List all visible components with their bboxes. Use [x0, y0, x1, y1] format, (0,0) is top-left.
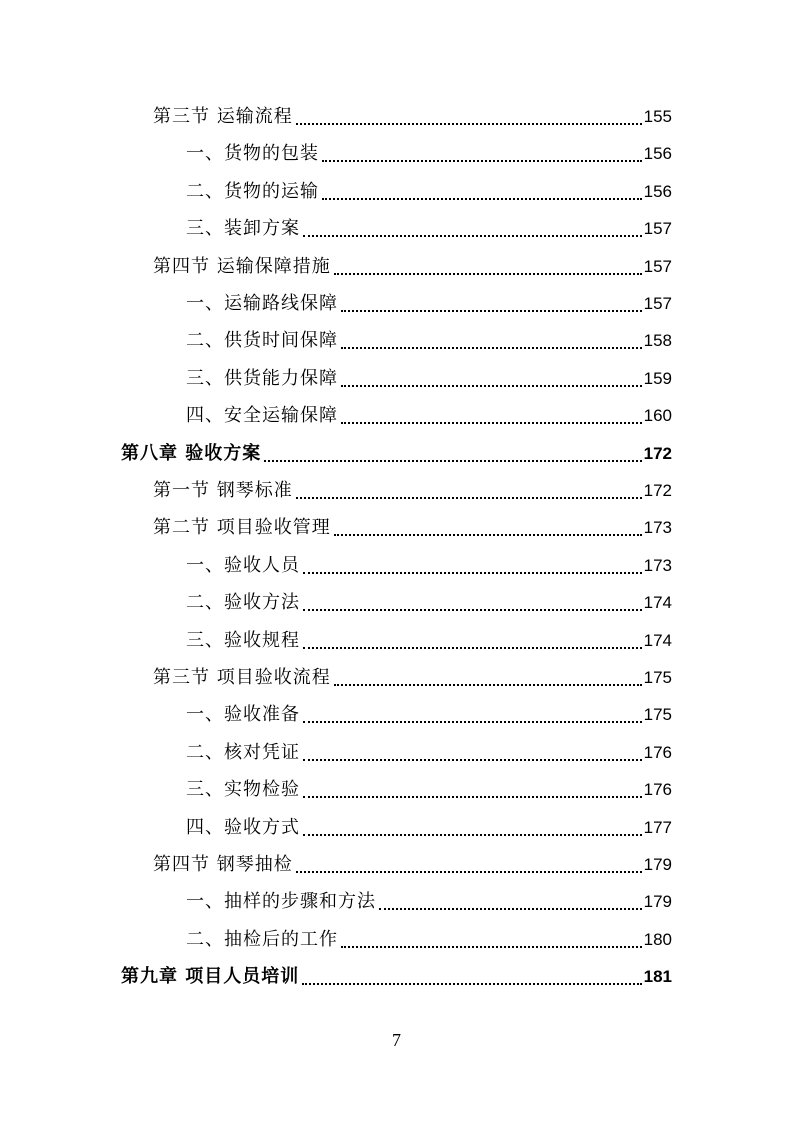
toc-entry[interactable] — [186, 700, 672, 730]
dot-leader — [322, 176, 642, 200]
dot-leader — [341, 288, 642, 312]
toc-entry-page: 179 — [643, 892, 672, 912]
dot-leader — [341, 363, 642, 387]
dot-leader — [296, 475, 642, 499]
dot-leader — [296, 101, 642, 125]
dot-leader — [296, 849, 642, 873]
toc-entry[interactable] — [186, 626, 672, 656]
toc-entry[interactable] — [186, 364, 672, 394]
page-number: 7 — [392, 1030, 401, 1050]
toc-entry-page: 172 — [643, 481, 672, 500]
toc-entry-page: 158 — [643, 331, 672, 351]
dot-leader — [303, 737, 642, 761]
toc-entry[interactable] — [186, 177, 672, 207]
toc-entry[interactable] — [153, 102, 672, 132]
toc-entry-title: 一、货物的包装 — [186, 143, 319, 165]
toc-entry-page: 159 — [643, 368, 672, 388]
toc-entry-page: 155 — [643, 107, 672, 126]
toc-entry-page: 175 — [643, 668, 672, 687]
dot-leader — [341, 400, 642, 424]
toc-entry-page: 174 — [643, 630, 672, 650]
toc-entry-page: 175 — [643, 705, 672, 725]
toc-entry-page: 181 — [643, 967, 672, 987]
toc-entry-page: 157 — [643, 219, 672, 239]
toc-entry-page: 173 — [643, 555, 672, 575]
dot-leader — [334, 512, 642, 536]
toc-entry-title: 三、供货能力保障 — [186, 367, 338, 389]
toc-entry-title: 一、抽样的步骤和方法 — [186, 891, 376, 913]
toc-entry-title: 二、供货时间保障 — [186, 330, 338, 352]
toc-entry-page: 179 — [643, 855, 672, 874]
dot-leader — [334, 662, 642, 686]
toc-entry-page: 160 — [643, 406, 672, 426]
toc-entry-title: 第四节 钢琴抽检 — [153, 854, 293, 875]
toc-entry-page: 157 — [643, 294, 672, 313]
toc-entry[interactable] — [186, 401, 672, 431]
toc-entry[interactable] — [153, 850, 672, 880]
dot-leader — [264, 438, 641, 462]
toc-entry[interactable] — [186, 289, 672, 319]
toc-entry[interactable] — [186, 139, 672, 169]
toc-entry[interactable] — [186, 551, 672, 581]
toc-entry[interactable] — [186, 326, 672, 356]
dot-leader — [379, 886, 642, 910]
dot-leader — [303, 812, 642, 836]
dot-leader — [322, 138, 642, 162]
toc-entry-page: 176 — [643, 780, 672, 800]
dot-leader — [303, 774, 642, 798]
toc-entry-title: 三、装卸方案 — [186, 218, 300, 240]
toc-entry[interactable] — [153, 663, 672, 693]
toc-entry-title: 第八章 验收方案 — [121, 442, 262, 464]
toc-entry-title: 三、实物检验 — [186, 779, 300, 801]
toc-entry-page: 173 — [643, 518, 672, 538]
toc-entry-title: 一、运输路线保障 — [186, 293, 338, 314]
dot-leader — [303, 625, 642, 649]
toc-entry[interactable] — [186, 925, 672, 955]
toc-entry[interactable] — [153, 513, 672, 543]
toc-entry-title: 二、抽检后的工作 — [186, 928, 338, 950]
toc-entry-page: 174 — [643, 593, 672, 613]
dot-leader — [302, 961, 641, 985]
toc-entry[interactable] — [186, 588, 672, 618]
dot-leader — [303, 587, 642, 611]
toc-entry-title: 二、验收方法 — [186, 592, 300, 614]
dot-leader — [303, 213, 642, 237]
dot-leader — [303, 699, 642, 723]
toc-entry-title: 第九章 项目人员培训 — [121, 966, 300, 988]
toc-entry-page: 177 — [643, 817, 672, 837]
toc-entry-page: 156 — [643, 181, 672, 201]
toc-entry[interactable] — [186, 813, 672, 843]
toc-entry-page: 157 — [643, 256, 672, 276]
toc-entry-title: 第三节 项目验收流程 — [153, 667, 331, 688]
toc-entry-title: 三、验收规程 — [186, 629, 300, 651]
toc-entry-page: 176 — [643, 742, 672, 762]
toc-entry-title: 一、验收准备 — [186, 704, 300, 726]
dot-leader — [334, 251, 642, 275]
toc-entry-title: 一、验收人员 — [186, 554, 300, 576]
toc-entry-title: 四、验收方式 — [186, 816, 300, 838]
toc-entry-title: 第二节 项目验收管理 — [153, 517, 331, 539]
dot-leader — [303, 550, 642, 574]
toc-entry-title: 二、货物的运输 — [186, 180, 319, 202]
toc-entry-title: 第四节 运输保障措施 — [153, 255, 331, 277]
toc-entry-page: 180 — [643, 929, 672, 949]
toc-entry[interactable] — [121, 439, 672, 469]
toc-entry[interactable] — [153, 476, 672, 506]
toc-entry[interactable] — [186, 738, 672, 768]
dot-leader — [341, 325, 642, 349]
toc-entry[interactable] — [186, 775, 672, 805]
toc-entry-title: 第一节 钢琴标准 — [153, 480, 293, 501]
toc-entry-title: 四、安全运输保障 — [186, 405, 338, 427]
toc-entry[interactable] — [186, 887, 672, 917]
toc-entry[interactable] — [121, 962, 672, 992]
toc-entry-page: 156 — [643, 144, 672, 164]
toc-entry-page: 172 — [643, 443, 672, 463]
toc-entry-title: 第三节 运输流程 — [153, 106, 293, 127]
toc-entry[interactable] — [186, 214, 672, 244]
toc-entry[interactable] — [153, 252, 672, 282]
toc-entry-title: 二、核对凭证 — [186, 741, 300, 763]
dot-leader — [341, 924, 642, 948]
